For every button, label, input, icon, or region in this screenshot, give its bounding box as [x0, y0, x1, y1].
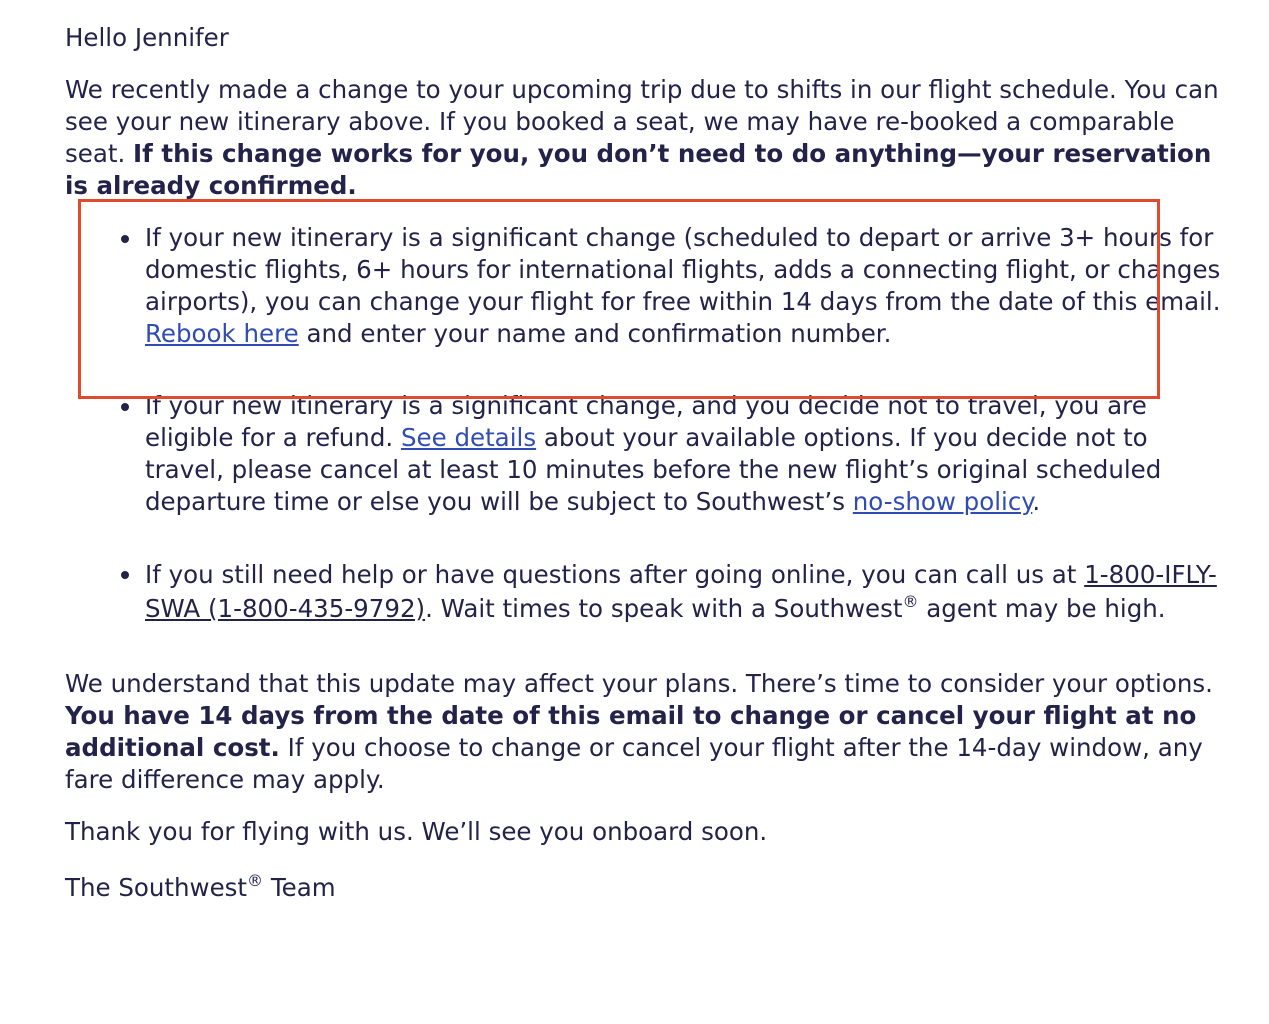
signature-brand: The Southwest [65, 873, 248, 902]
thanks-line: Thank you for flying with us. We’ll see you onboard soon. [65, 817, 768, 846]
bullet-dot [121, 235, 129, 243]
help-text: If you still need help or have questions after going online, you can call us at [145, 560, 1085, 589]
registered-mark: ® [902, 591, 919, 611]
signature-suffix: Team [263, 873, 336, 902]
refund-text: If your new itinerary is a significant change, and you decide not to travel, you are eligible for a refund. [145, 391, 1147, 452]
rebook-text-after: and enter your name and confirmation number. [298, 319, 892, 348]
options-list [65, 222, 1225, 626]
registered-mark: ® [247, 870, 264, 890]
rebook-text: If your new itinerary is a significant change (scheduled to depart or arrive 3+ hours for domestic flights, 6+ hours for international flights, adds a connecting flight, or changes airports), you can change your flight for free within 14 days from the date of this email. [145, 223, 1221, 316]
refund-text-middle: about your available options. If you decide not to travel, please cancel at least 10 minutes before the new flight’s original scheduled departure time or else you will be subject to Southwest’s [145, 423, 1162, 516]
rebook-here-link[interactable]: Rebook here [145, 319, 299, 348]
refund-text-after: . [1032, 487, 1041, 516]
list-item-refund [65, 390, 1225, 518]
list-item-rebook [65, 222, 1225, 350]
list-item-help [65, 558, 1225, 626]
see-details-link[interactable]: See details [400, 423, 537, 452]
greeting: Hello Jennifer [65, 23, 229, 52]
closing-text-after: If you choose to change or cancel your flight after the 14-day window, any fare difference may apply. [65, 733, 1203, 794]
bullet-dot [121, 403, 129, 411]
help-text-middle: . Wait times to speak with a Southwest [425, 594, 903, 623]
no-show-policy-link[interactable]: no-show policy [852, 487, 1033, 516]
email-body [65, 22, 1225, 904]
signature [65, 872, 1225, 904]
intro-text: We recently made a change to your upcoming trip due to shifts in our flight schedule. You can see your new itinerary above. If you booked a seat, we may have re-booked a comparable seat. [65, 75, 1219, 168]
phone-number-link[interactable]: 1-800-IFLY-SWA (1-800-435-9792) [145, 560, 1217, 623]
closing-paragraph [65, 668, 1225, 796]
closing-bold-text: You have 14 days from the date of this email to change or cancel your flight at no additional cost. [65, 701, 1197, 762]
bullet-dot [121, 571, 129, 579]
closing-text: We understand that this update may affect your plans. There’s time to consider your options. [65, 669, 1213, 698]
help-text-after: agent may be high. [918, 594, 1166, 623]
intro-paragraph [65, 74, 1225, 202]
intro-bold-text: If this change works for you, you don’t need to do anything—your reservation is already confirmed. [65, 139, 1212, 200]
